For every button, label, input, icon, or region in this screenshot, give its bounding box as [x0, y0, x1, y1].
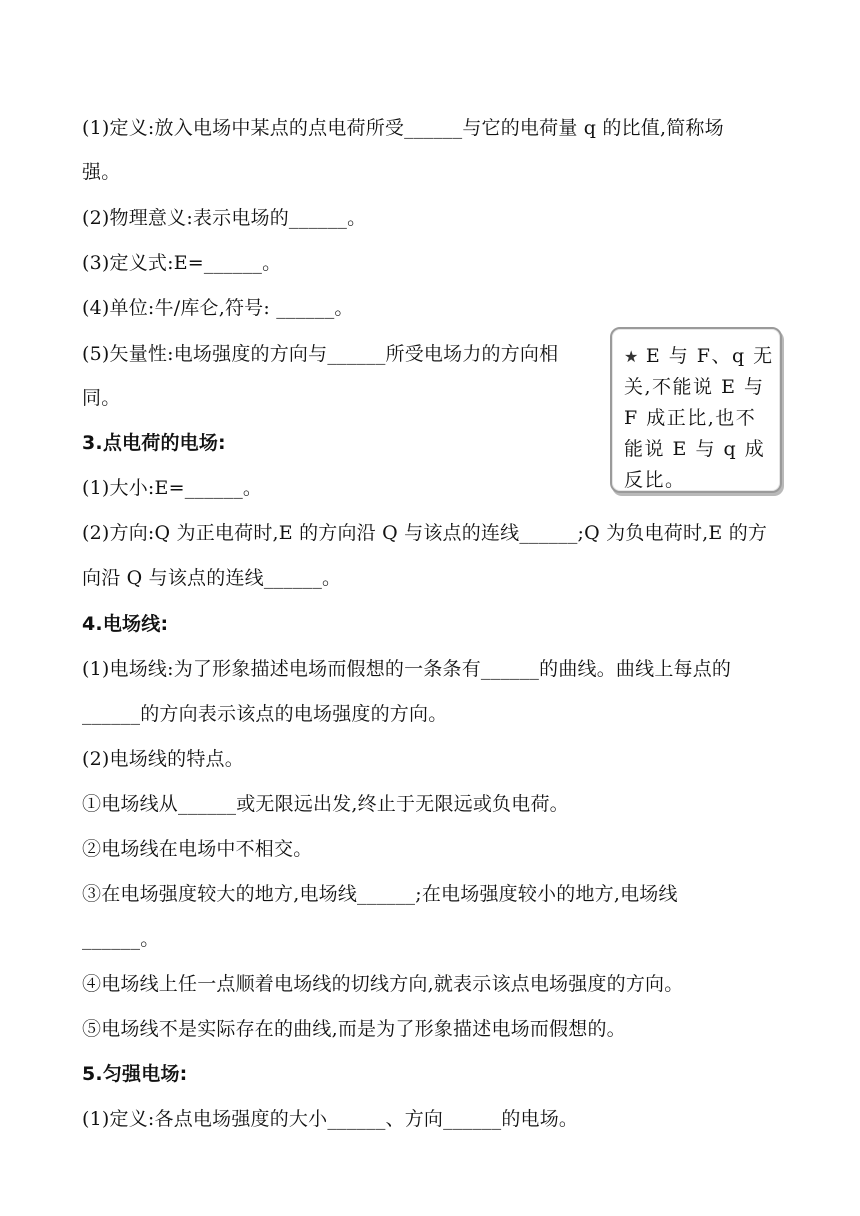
text-line: 强。 [82, 161, 121, 183]
text-line: ⑤电场线不是实际存在的曲线,而是为了形象描述电场而假想的。 [82, 1018, 626, 1040]
section-heading: 3.点电荷的电场: [82, 432, 226, 454]
text-line: (4)单位:牛/库仑,符号: ______。 [82, 297, 354, 319]
text-line: ______的方向表示该点的电场强度的方向。 [82, 703, 448, 725]
text-line: (1)大小:E=______。 [82, 477, 263, 499]
text-line: ①电场线从______或无限远出发,终止于无限远或负电荷。 [82, 793, 569, 815]
section-heading: 5.匀强电场: [82, 1063, 188, 1085]
note-line: 能说 E 与 q 成 [624, 438, 766, 460]
text-line: (2)物理意义:表示电场的______。 [82, 207, 367, 229]
note-line: F 成正比,也不 [624, 407, 757, 429]
note-line: 关,不能说 E 与 [624, 376, 765, 398]
text-line: 同。 [82, 387, 121, 409]
text-line: (1)定义:各点电场强度的大小______、方向______的电场。 [82, 1108, 579, 1130]
text-line: (1)定义:放入电场中某点的点电荷所受______与它的电荷量 q 的比值,简称场 [82, 117, 724, 139]
text-line: (3)定义式:E=______。 [82, 252, 282, 274]
section-heading: 4.电场线: [82, 613, 169, 635]
star-icon: ★ [624, 347, 640, 366]
text-line: ③在电场强度较大的地方,电场线______;在电场强度较小的地方,电场线 [82, 883, 678, 905]
text-line: (5)矢量性:电场强度的方向与______所受电场力的方向相 [82, 343, 559, 365]
note-line: 反比。 [624, 469, 686, 491]
text-line: ④电场线上任一点顺着电场线的切线方向,就表示该点电场强度的方向。 [82, 973, 684, 995]
note-box [610, 327, 782, 493]
text-line: (1)电场线:为了形象描述电场而假想的一条条有______的曲线。曲线上每点的 [82, 658, 732, 680]
note-line [624, 341, 774, 372]
note-text: E 与 F、q 无 [645, 345, 774, 367]
text-line: (2)方向:Q 为正电荷时,E 的方向沿 Q 与该点的连线______;Q 为负电荷时,E 的方 [82, 522, 768, 544]
text-line: ②电场线在电场中不相交。 [82, 838, 313, 860]
text-line: (2)电场线的特点。 [82, 748, 244, 770]
text-line: 向沿 Q 与该点的连线______。 [82, 567, 342, 589]
text-line: ______。 [82, 928, 160, 950]
